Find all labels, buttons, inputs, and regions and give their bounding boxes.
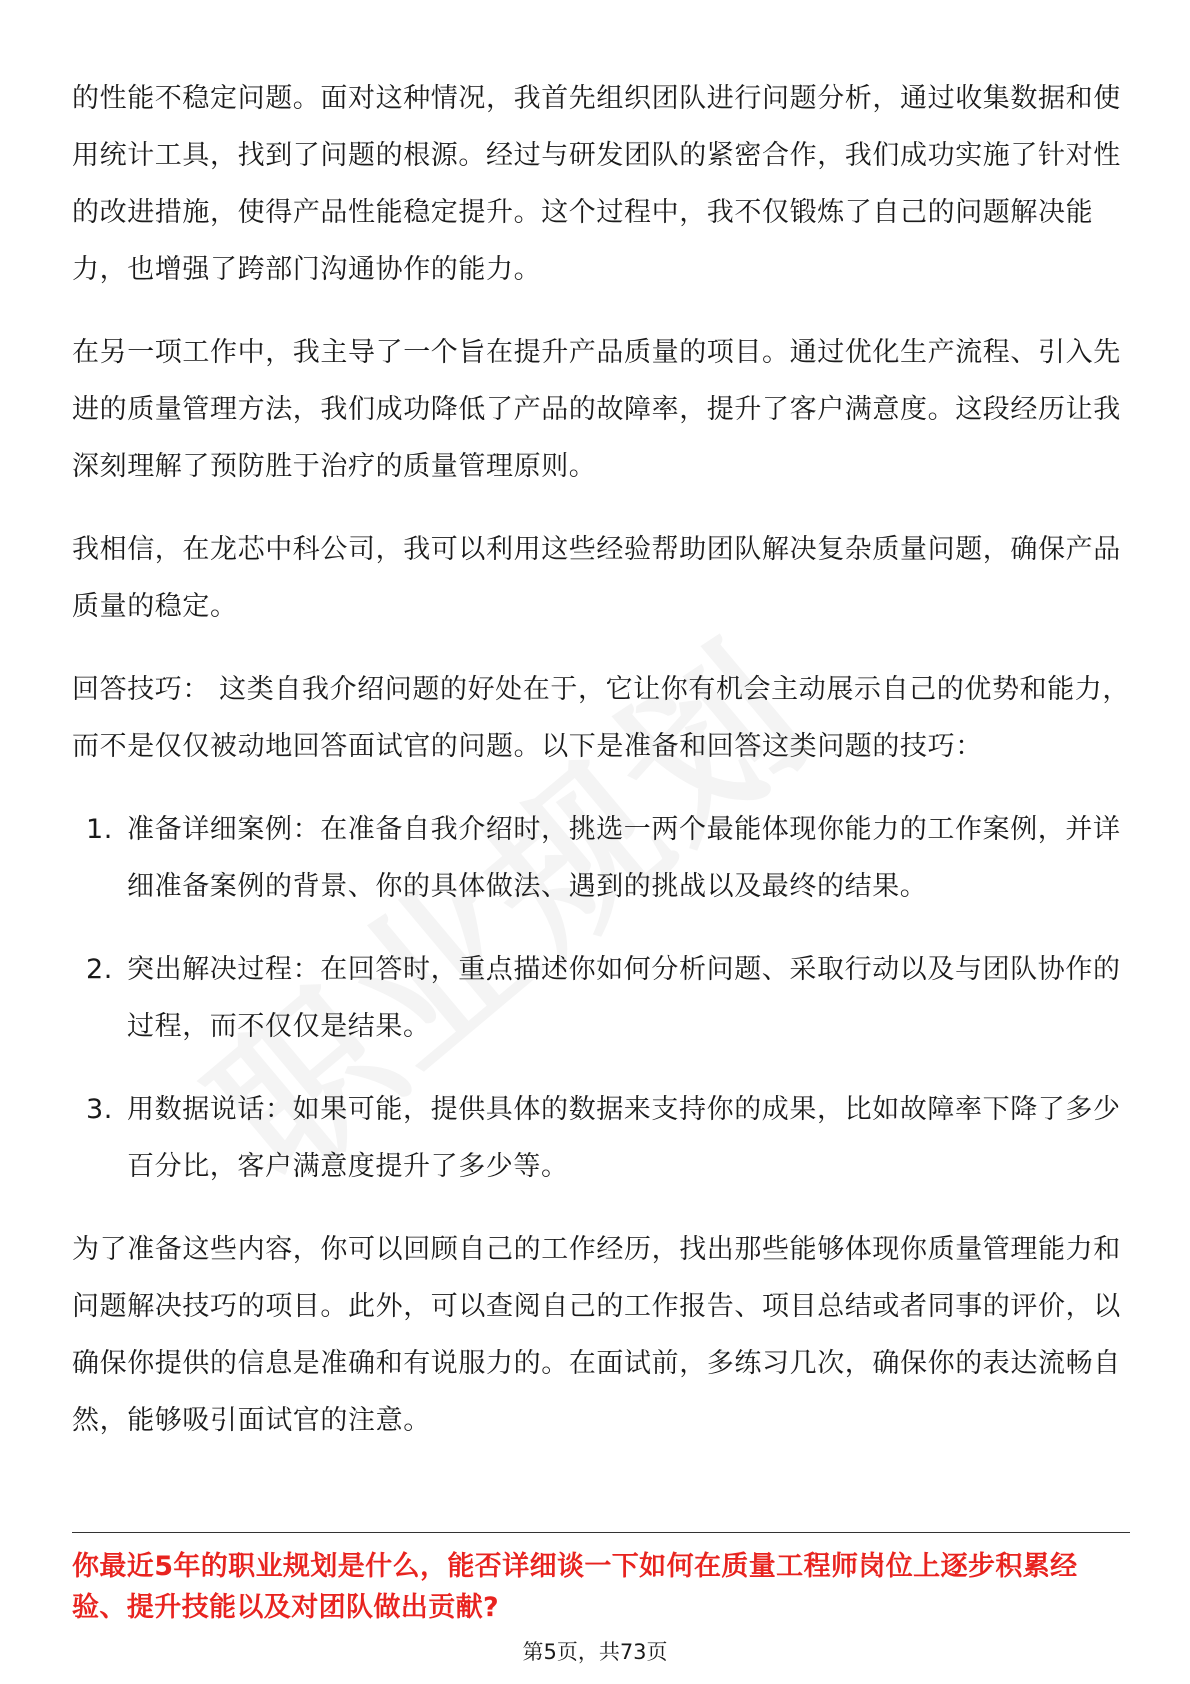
page-number: 第5页，共73页 [522,1640,668,1664]
paragraph-answer-tips-intro: 回答技巧： 这类自我介绍问题的好处在于，它让你有机会主动展示自己的优势和能力，而不是仅仅被动地回答面试官的问题。以下是准备和回答这类问题的技巧： [72,674,1130,762]
document-body [72,70,1130,1475]
list-item [72,801,1130,915]
list-item-number: 2. [86,954,113,985]
paragraph-quality-project: 在另一项工作中，我主导了一个旨在提升产品质量的项目。通过优化生产流程、引入先进的质量管理方法，我们成功降低了产品的故障率，提升了客户满意度。这段经历让我深刻理解了预防胜于治疗的质量管理原则。 [72,337,1121,482]
paragraph-belief: 我相信，在龙芯中科公司，我可以利用这些经验帮助团队解决复杂质量问题，确保产品质量的稳定。 [72,534,1121,622]
list-item-text: 用数据说话：如果可能，提供具体的数据来支持你的成果，比如故障率下降了多少百分比，客户满意度提升了多少等。 [127,1094,1121,1182]
section-divider [72,1532,1130,1533]
list-item-text: 准备详细案例：在准备自我介绍时，挑选一两个最能体现你能力的工作案例，并详细准备案例的背景、你的具体做法、遇到的挑战以及最终的结果。 [127,814,1121,902]
tips-list [72,801,1130,1195]
next-question-heading: 你最近5年的职业规划是什么，能否详细谈一下如何在质量工程师岗位上逐步积累经验、提升技能以及对团队做出贡献? [72,1551,1078,1623]
list-item-number: 1. [86,814,113,845]
list-item-text: 突出解决过程：在回答时，重点描述你如何分析问题、采取行动以及与团队协作的过程，而不仅仅是结果。 [127,954,1121,1042]
list-item [72,1081,1130,1195]
list-item [72,941,1130,1055]
paragraph-problem-solving: 的性能不稳定问题。面对这种情况，我首先组织团队进行问题分析，通过收集数据和使用统计工具，找到了问题的根源。经过与研发团队的紧密合作，我们成功实施了针对性的改进措施，使得产品性能稳定提升。这个过程中，我不仅锻炼了自己的问题解决能力，也增强了跨部门沟通协作的能力。 [72,83,1121,285]
paragraph-closing: 为了准备这些内容，你可以回顾自己的工作经历，找出那些能够体现你质量管理能力和问题解决技巧的项目。此外，可以查阅自己的工作报告、项目总结或者同事的评价，以确保你提供的信息是准确和有说服力的。在面试前，多练习几次，确保你的表达流畅自然，能够吸引面试官的注意。 [72,1234,1121,1436]
list-item-number: 3. [86,1094,113,1125]
